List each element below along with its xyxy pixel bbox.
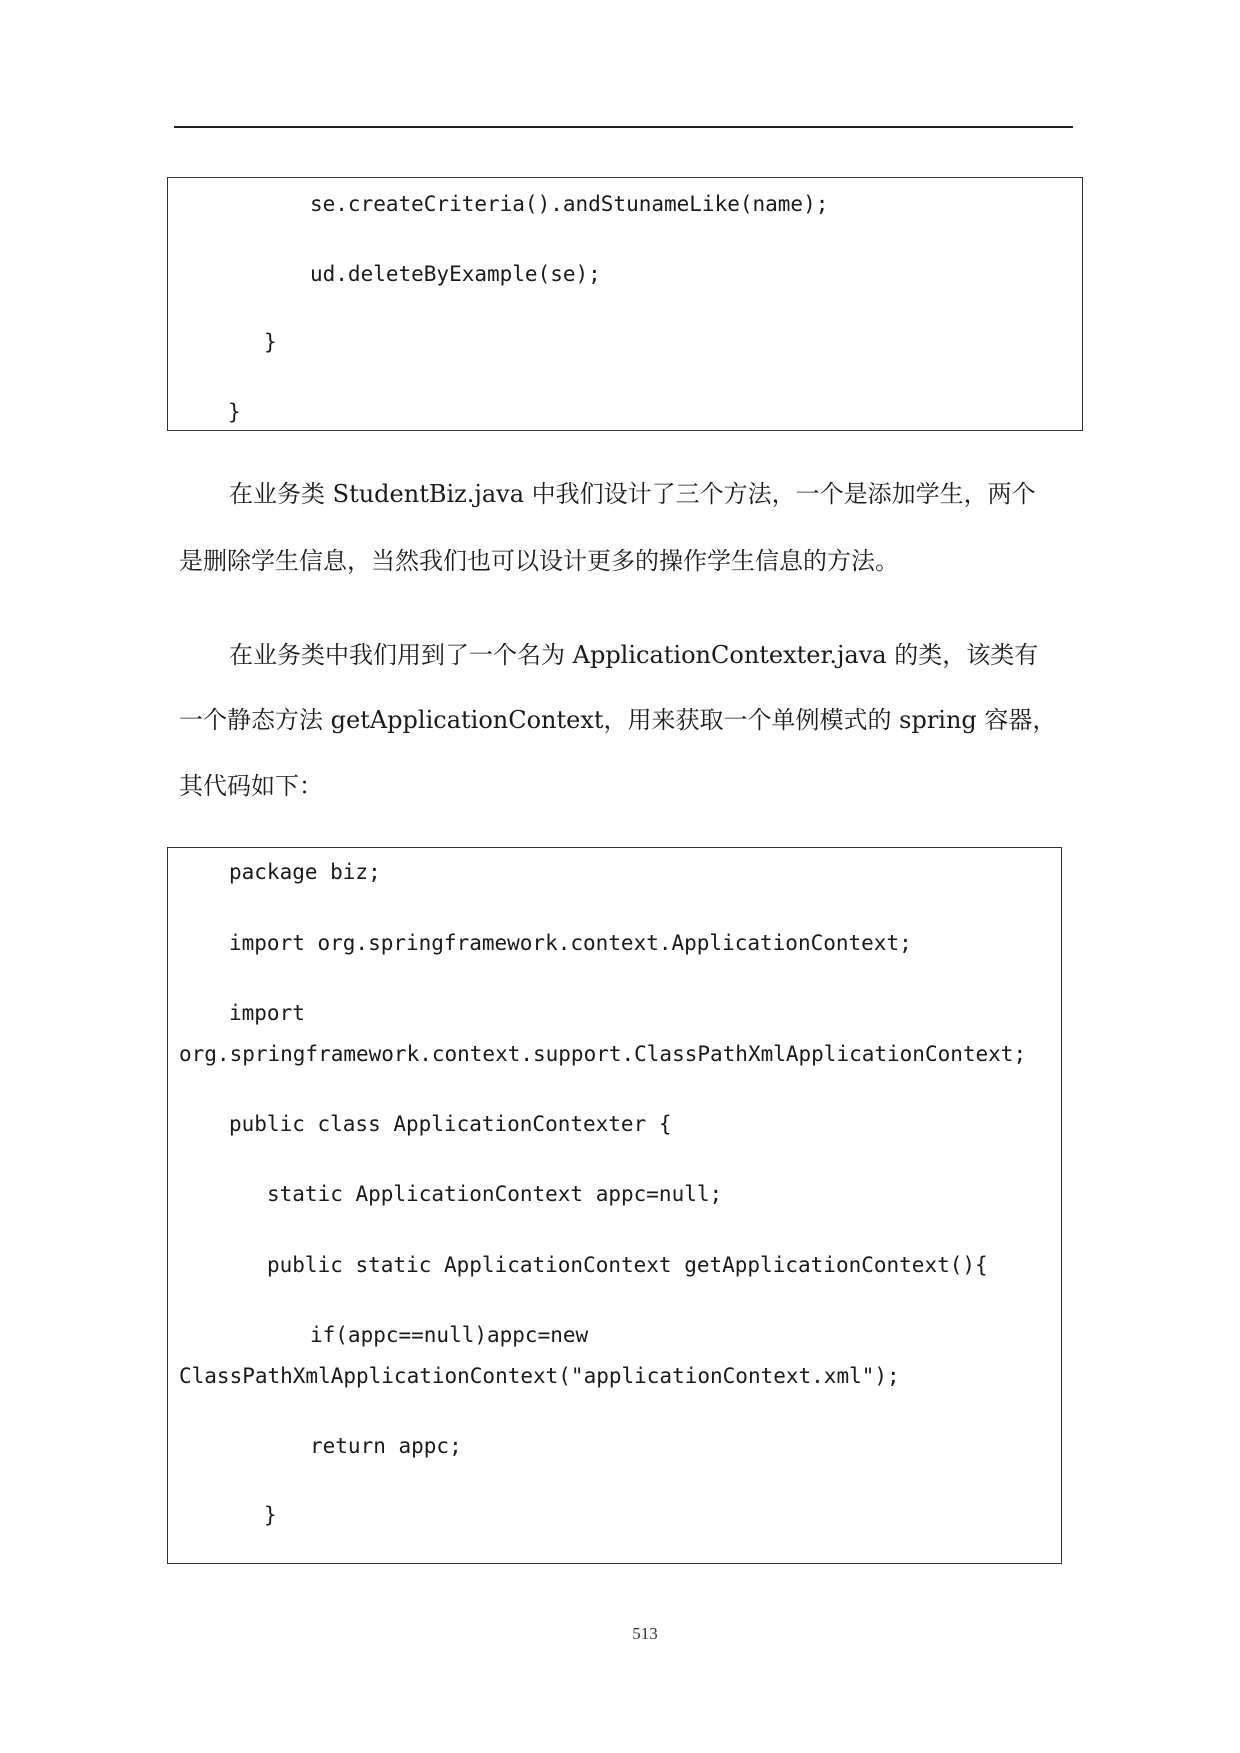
code-line: org.springframework.context.support.ClassPathXmlApplicationContext; <box>179 1042 1027 1066</box>
paragraph-line: 是删除学生信息，当然我们也可以设计更多的操作学生信息的方法。 <box>179 547 899 575</box>
code-line: import <box>229 1001 305 1025</box>
code-line: public class ApplicationContexter { <box>229 1112 672 1136</box>
header-rule <box>174 126 1073 128</box>
code-line: } <box>264 1503 277 1527</box>
code-line: } <box>264 330 277 354</box>
paragraph-line: 在业务类 StudentBiz.java 中我们设计了三个方法，一个是添加学生，两个 <box>229 480 1036 508</box>
code-line: se.createCriteria().andStunameLike(name); <box>310 192 829 216</box>
code-line: import org.springframework.context.ApplicationContext; <box>229 931 912 955</box>
page-number: 513 <box>632 1624 658 1643</box>
code-line: return appc; <box>310 1434 462 1458</box>
paragraph-line: 在业务类中我们用到了一个名为 ApplicationContexter.java 的类，该类有 <box>229 641 1039 669</box>
paragraph-line: 其代码如下： <box>179 772 323 800</box>
code-line: ud.deleteByExample(se); <box>310 262 601 286</box>
code-line: if(appc==null)appc=new <box>310 1323 589 1347</box>
code-line: } <box>228 400 241 424</box>
paragraph-line: 一个静态方法 getApplicationContext，用来获取一个单例模式的 spring 容器， <box>179 706 1057 734</box>
code-line: static ApplicationContext appc=null; <box>267 1182 723 1206</box>
code-line: ClassPathXmlApplicationContext("applicationContext.xml"); <box>179 1364 900 1388</box>
code-line: package biz; <box>229 860 381 884</box>
code-line: public static ApplicationContext getApplicationContext(){ <box>267 1253 988 1277</box>
